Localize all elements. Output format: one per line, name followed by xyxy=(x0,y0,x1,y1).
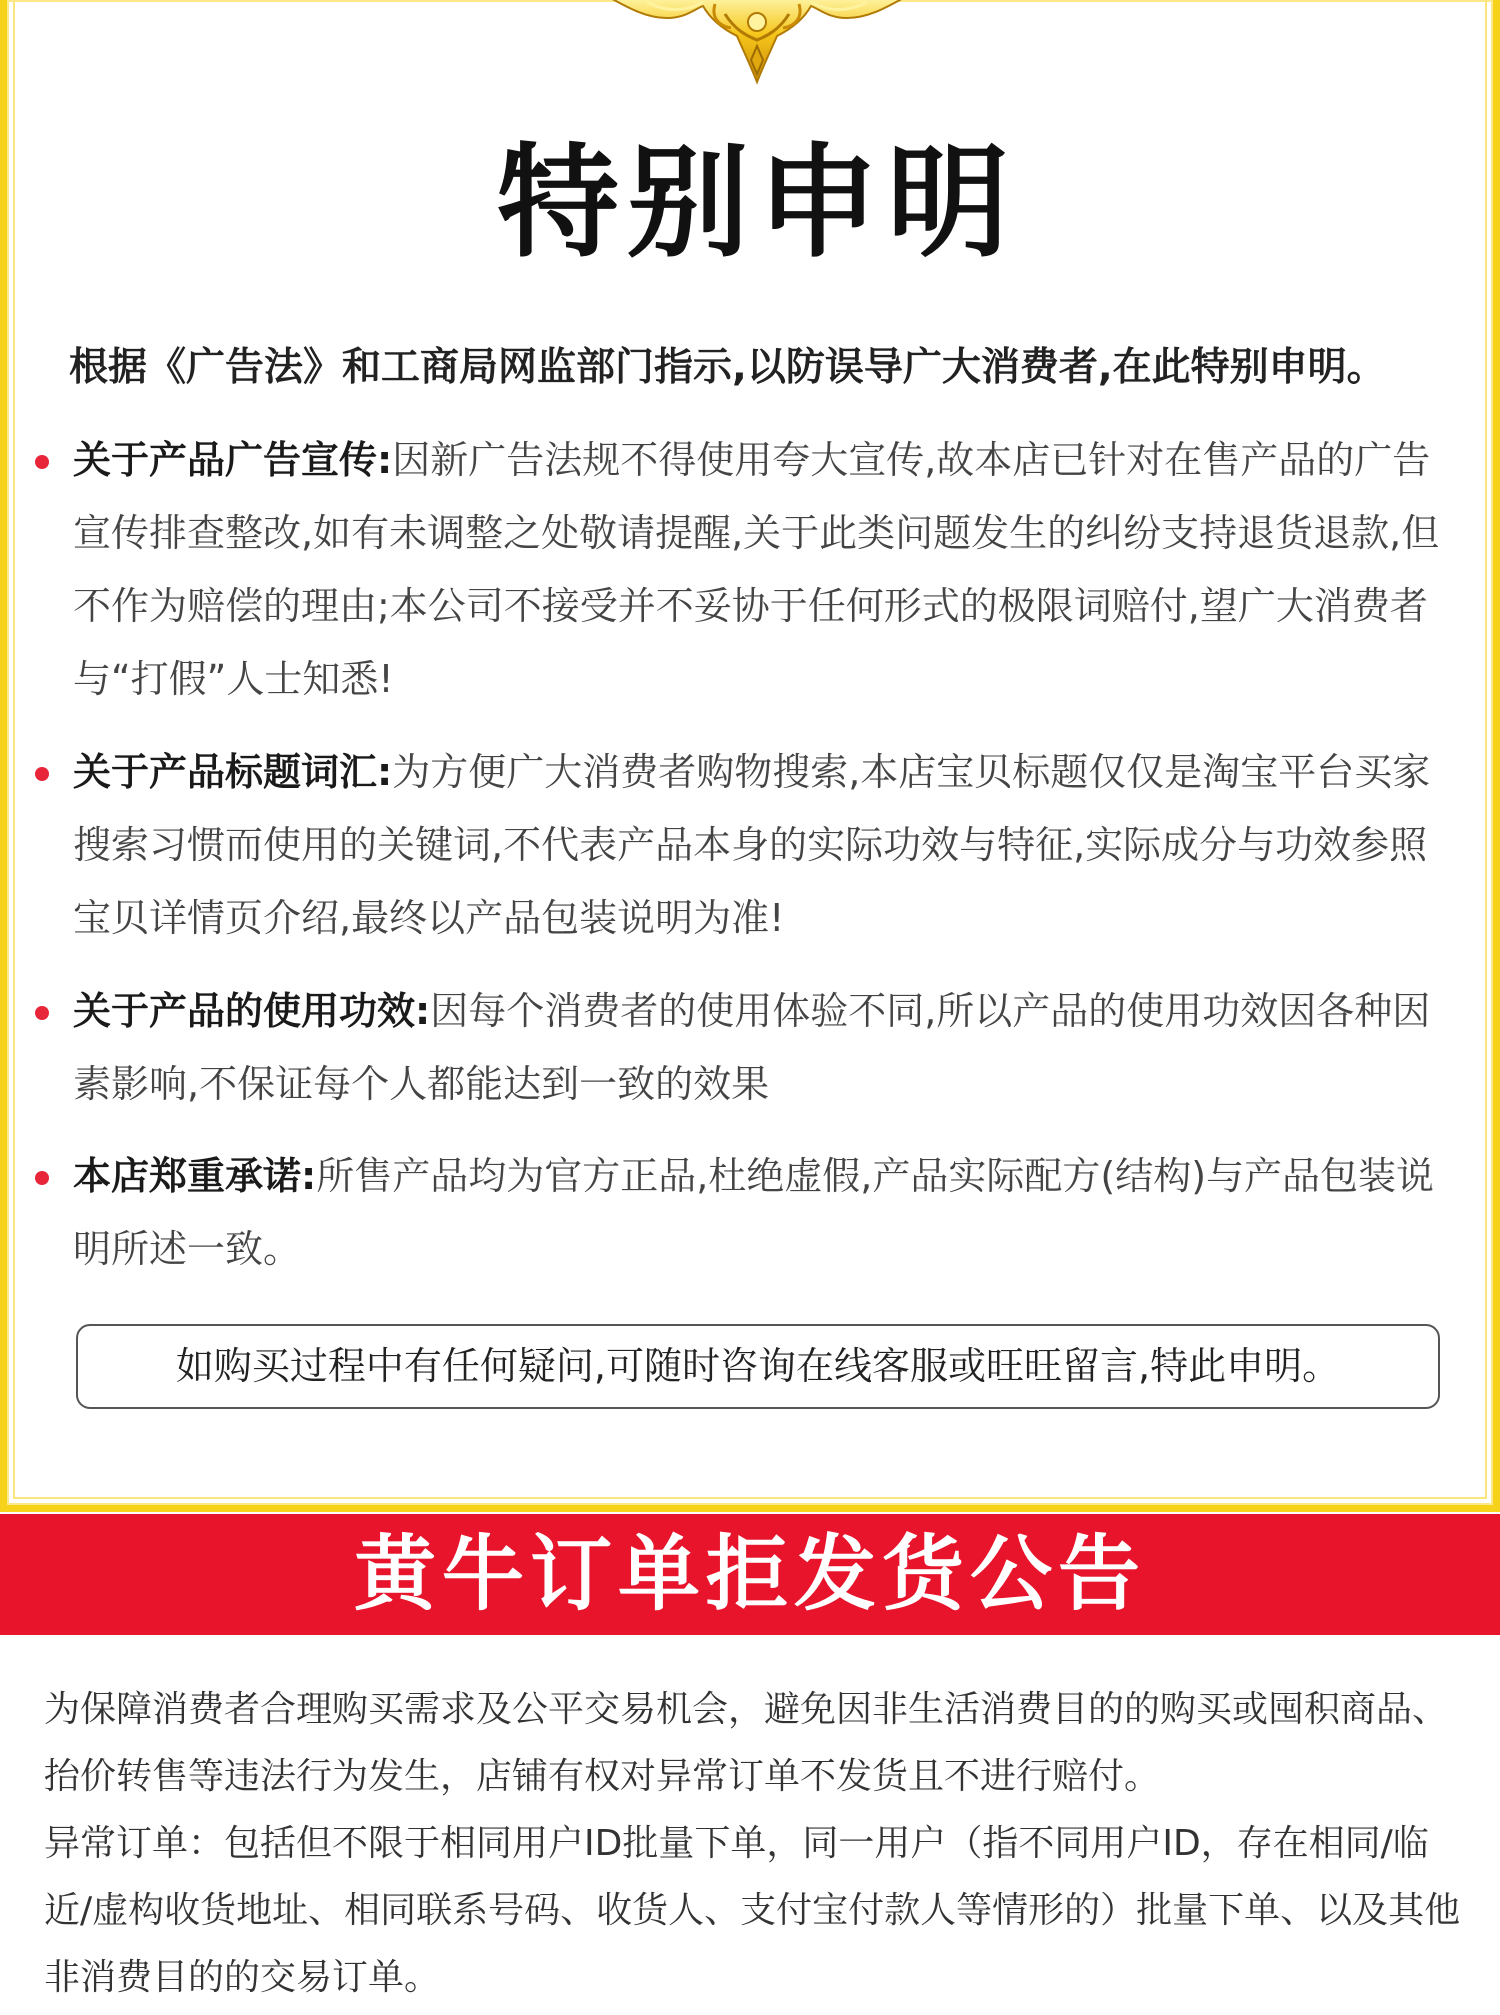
statement-item-text: 所售产品均为官方正品,杜绝虚假,产品实际配方(结构)与产品包装说明所述一致。 xyxy=(73,1154,1435,1271)
statement-item-label: 本店郑重承诺: xyxy=(73,1154,317,1198)
statement-item-text: 因新广告法规不得使用夸大宣传,故本店已针对在售产品的广告宣传排查整改,如有未调整之处敬请提醒,关于此类问题发生的纠纷支持退货退款,但不作为赔偿的理由;本公司不接受并不妥协于任何形式的极限词赔付,望广大消费者与“打假”人士知悉! xyxy=(73,438,1440,701)
statement-item-advertising xyxy=(35,424,1455,716)
gold-crown-ornament-icon xyxy=(607,0,907,88)
red-dot-bullet-icon xyxy=(35,1171,49,1185)
page-title: 特别申明 xyxy=(497,132,1017,274)
statement-item-label: 关于产品的使用功效: xyxy=(73,989,431,1033)
statement-item-commitment xyxy=(35,1140,1455,1286)
statement-item-title-keywords xyxy=(35,736,1455,955)
red-dot-bullet-icon xyxy=(35,455,49,469)
scalper-order-banner: 黄牛订单拒发货公告 xyxy=(0,1514,1500,1635)
scalper-policy-text xyxy=(44,1676,1474,2011)
statement-item-label: 关于产品标题词汇: xyxy=(73,750,393,794)
intro-statement: 根据《广告法》和工商局网监部门指示,以防误导广大消费者,在此特别申明。 xyxy=(69,345,1386,390)
statement-item-text: 因每个消费者的使用体验不同,所以产品的使用功效因各种因素影响,不保证每个人都能达到一致的效果 xyxy=(73,989,1431,1106)
contact-service-note: 如购买过程中有任何疑问,可随时咨询在线客服或旺旺留言,特此申明。 xyxy=(76,1324,1440,1409)
policy-paragraph: 异常订单：包括但不限于相同用户ID批量下单，同一用户（指不同用户ID，存在相同/临近/虚构收货地址、相同联系号码、收货人、支付宝付款人等情形的）批量下单、以及其他非消费目的的交易订单。 xyxy=(44,1823,1461,1998)
statement-item-label: 关于产品广告宣传: xyxy=(73,438,393,482)
policy-paragraph: 为保障消费者合理购买需求及公平交易机会，避免因非生活消费目的的购买或囤积商品、抬价转售等违法行为发生，店铺有权对异常订单不发货且不进行赔付。 xyxy=(44,1689,1449,1797)
red-dot-bullet-icon xyxy=(35,767,49,781)
statement-item-efficacy xyxy=(35,975,1455,1121)
red-dot-bullet-icon xyxy=(35,1006,49,1020)
statement-item-text: 为方便广大消费者购物搜索,本店宝贝标题仅仅是淘宝平台买家搜索习惯而使用的关键词,不代表产品本身的实际功效与特征,实际成分与功效参照宝贝详情页介绍,最终以产品包装说明为准! xyxy=(73,750,1431,940)
